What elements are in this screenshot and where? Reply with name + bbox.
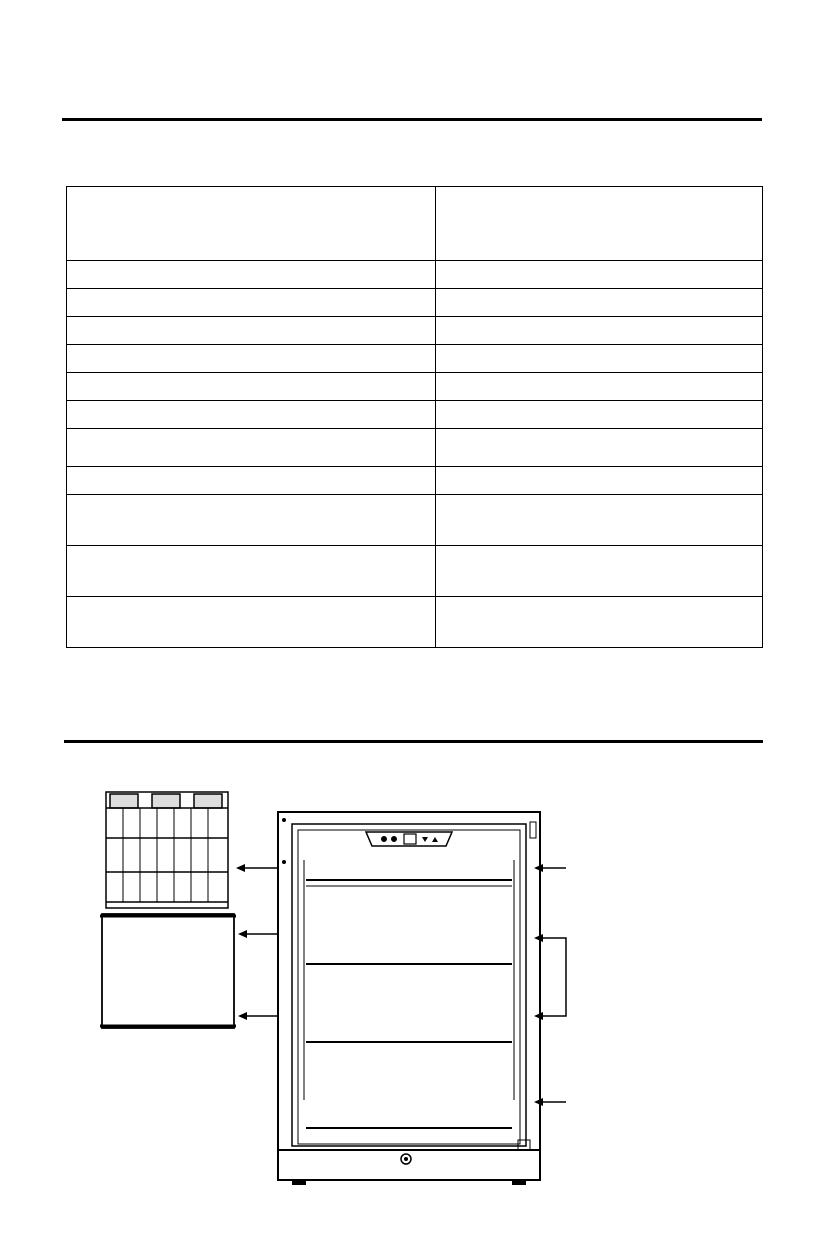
power-icon xyxy=(382,837,387,842)
top-can-tray-illustration xyxy=(106,792,228,908)
control-panel xyxy=(366,832,452,846)
beverage-fridge-front-view xyxy=(278,812,540,1150)
light-icon xyxy=(392,837,397,842)
can-shelf-top-view xyxy=(100,914,236,1028)
